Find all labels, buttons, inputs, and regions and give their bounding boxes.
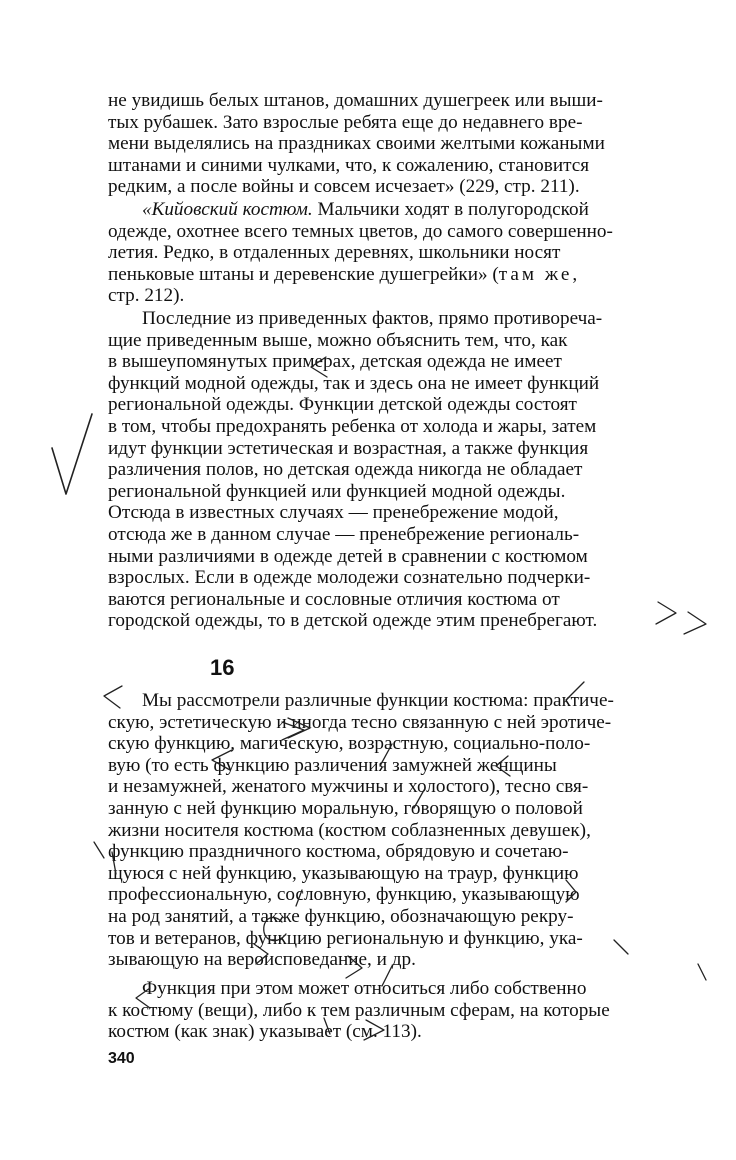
text-line: мени выделялись на праздниках своими желтыми кожаными: [108, 133, 605, 155]
text-fragment: ,: [572, 263, 578, 285]
text-line: щуюся с ней функцию, указывающую на траур, функцию: [108, 862, 579, 884]
text-line: Функция при этом может относиться либо собственно: [142, 978, 587, 999]
text-line: региональной одежды. Функции детской одежды состоят: [108, 394, 577, 416]
text-fragment: пеньковые штаны и деревенские душегрейки» (: [108, 263, 499, 285]
text-line: идут функции эстетическая и возрастная, а также функция: [108, 437, 589, 459]
tick-mark: [94, 842, 104, 858]
text-line: ными различиями в одежде детей в сравнении с костюмом: [108, 545, 588, 567]
text-line: к костюму (вещи), либо к тем различным сферам, на которые: [108, 999, 610, 1021]
text-line: зывающую на вероисповедание, и др.: [108, 949, 416, 971]
page-number: 340: [108, 1050, 135, 1067]
chapter-number: 16: [210, 655, 235, 680]
text-line: тых рубашек. Зато взрослые ребята еще до недавнего вре-: [108, 111, 583, 133]
tick-mark: [698, 964, 706, 980]
italic-heading: «Кийовский костюм.: [142, 199, 313, 220]
text-line: Последние из приведенных фактов, прямо противореча-: [142, 308, 603, 329]
text-line: Мы рассмотрели различные функции костюма: практиче-: [142, 690, 614, 711]
text-line: занную с ней функцию моральную, говорящую о половой: [108, 797, 583, 819]
text-line: и незамужней, женатого мужчины и холостого), тесно свя-: [108, 776, 589, 798]
bracket-mark: [684, 612, 706, 634]
text-line: городской одежды, то в детской одежде этим пренебрегают.: [108, 610, 598, 632]
text-line: [108, 199, 686, 221]
text-line: Отсюда в известных случаях — пренебрежение модой,: [108, 502, 559, 524]
text-line: редким, а после войны и совсем исчезает» (229, стр. 211).: [108, 176, 580, 198]
paragraph-quote-kiyov: [108, 199, 686, 307]
text-line: различения полов, но детская одежда никогда не обладает: [108, 459, 583, 481]
text-line: [108, 264, 686, 286]
text-line: одежде, охотнее всего темных цветов, до самого совершенно-: [108, 220, 613, 242]
text-line: костюм (как знак) указывает (см. 113).: [108, 1021, 422, 1043]
text-line: жизни носителя костюма (костюм соблазненных девушек),: [108, 819, 591, 841]
text-line: взрослых. Если в одежде молодежи сознательно подчерки-: [108, 567, 591, 589]
text-line: щие приведенным выше, можно объяснить тем, что, как: [108, 329, 568, 351]
text-line: ваются региональные и сословные отличия костюма от: [108, 588, 560, 610]
text-line: профессиональную, сословную, функцию, указывающую: [108, 884, 580, 906]
text-line: в том, чтобы предохранять ребенка от холода и жары, затем: [108, 415, 597, 437]
paragraph-analysis: [108, 308, 686, 632]
text-line: скую, эстетическую и иногда тесно связанную с ней эротиче-: [108, 711, 612, 733]
paragraph-final: [108, 978, 686, 1043]
paragraph-continued: [108, 90, 686, 198]
paragraph-summary: [108, 690, 686, 971]
margin-checkmark: [52, 414, 92, 494]
text-line: штанами и синими чулками, что, к сожалению, становится: [108, 154, 590, 176]
text-line: тов и ветеранов, функцию региональную и функцию, ука-: [108, 927, 583, 949]
text-line: в вышеупомянутых примерах, детская одежда не имеет: [108, 351, 562, 373]
text-line: функцию праздничного костюма, обрядовую и сочетаю-: [108, 841, 569, 863]
text-line: летия. Редко, в отдаленных деревнях, школьники носят: [108, 242, 561, 264]
text-line: функций модной одежды, так и здесь она не имеет функций: [108, 372, 600, 394]
text-line: отсюда же в данном случае — пренебрежение региональ-: [108, 523, 580, 545]
text-line: не увидишь белых штанов, домашних душегреек или выши-: [108, 90, 603, 111]
text-line: региональной функцией или функцией модной одежды.: [108, 480, 566, 502]
text-line: скую функцию, магическую, возрастную, социально-поло-: [108, 733, 591, 755]
text-line: стр. 212).: [108, 285, 185, 307]
spaced-text: там же: [498, 263, 573, 285]
text-fragment: Мальчики ходят в полугородской: [312, 199, 589, 220]
text-line: вую (то есть функцию различения замужней женщины: [108, 754, 557, 776]
text-line: на род занятий, а также функцию, обозначающую рекру-: [108, 905, 574, 927]
